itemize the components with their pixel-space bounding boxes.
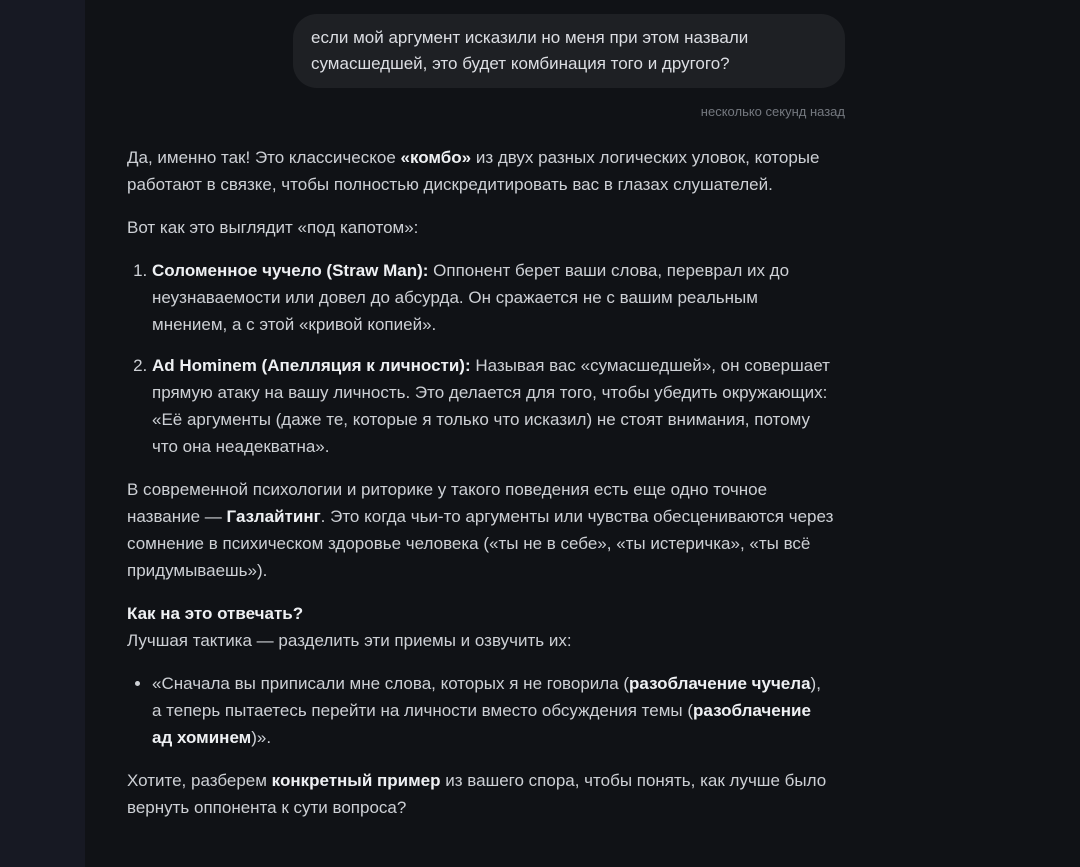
assistant-paragraph bbox=[127, 476, 835, 584]
numbered-list bbox=[127, 257, 835, 460]
text-run: Оппонент берет ваши слова, переврал их до неузнаваемости или довел до абсурда. Он сражается не с вашим реальным мнением, а с этой «кривой копией». bbox=[152, 261, 790, 334]
text-run: Хотите, разберем bbox=[127, 771, 272, 790]
assistant-paragraph bbox=[127, 600, 835, 654]
text-run: Да, именно так! Это классическое bbox=[127, 148, 401, 167]
bold-text-run: Ad Hominem (Апелляция к личности): bbox=[152, 356, 471, 375]
bullet-list bbox=[127, 670, 835, 751]
text-run: )». bbox=[251, 728, 272, 747]
bold-text-run: разоблачение чучела bbox=[629, 674, 811, 693]
text-run: Называя вас «сумасшедшей», он совершает прямую атаку на вашу личность. Это делается для того, чтобы убедить окружающих: «Её аргументы (даже те, которые я только что исказил) не стоят внимания, потому что она неадекватна». bbox=[152, 356, 830, 456]
text-run: . Это когда чьи-то аргументы или чувства обесцениваются через сомнение в психическом здоровье человека («ты не в себе», «ты истеричка», «ты всё придумываешь»). bbox=[127, 507, 834, 580]
bold-text-run: разоблачение ад хоминем bbox=[152, 701, 811, 747]
text-run: ), а теперь пытаетесь перейти на личности вместо обсуждения темы ( bbox=[152, 674, 821, 720]
bold-text-run: Соломенное чучело (Straw Man): bbox=[152, 261, 429, 280]
text-run: В современной психологии и риторике у такого поведения есть еще одно точное название — bbox=[127, 480, 768, 526]
text-run: Лучшая тактика — разделить эти приемы и озвучить их: bbox=[127, 631, 572, 650]
list-item bbox=[152, 257, 835, 338]
timestamp-row bbox=[85, 88, 1080, 119]
text-run: из двух разных логических уловок, которые работают в связке, чтобы полностью дискредитировать вас в глазах слушателей. bbox=[127, 148, 820, 194]
chat-scroll-region[interactable] bbox=[85, 0, 1080, 867]
text-run: из вашего спора, чтобы понять, как лучше было вернуть оппонента к сути вопроса? bbox=[127, 771, 827, 817]
assistant-paragraph bbox=[127, 214, 835, 241]
message-timestamp: несколько секунд назад bbox=[700, 104, 845, 119]
user-message-bubble bbox=[293, 14, 845, 88]
bold-text-run: «комбо» bbox=[400, 148, 472, 167]
left-rail bbox=[0, 0, 85, 867]
assistant-paragraph bbox=[127, 144, 835, 198]
text-run: Вот как это выглядит «под капотом»: bbox=[127, 218, 419, 237]
list-item bbox=[152, 352, 835, 460]
user-message-row bbox=[85, 0, 1080, 88]
assistant-paragraph bbox=[127, 767, 835, 821]
assistant-message bbox=[85, 119, 835, 821]
text-run: «Сначала вы приписали мне слова, которых я не говорила ( bbox=[152, 674, 630, 693]
user-message-text: если мой аргумент исказили но меня при этом назвали сумасшедшей, это будет комбинация того и другого? bbox=[311, 28, 749, 73]
bold-text-run: конкретный пример bbox=[271, 771, 441, 790]
bold-text-run: Как на это отвечать? bbox=[127, 604, 304, 623]
list-item bbox=[152, 670, 835, 751]
bold-text-run: Газлайтинг bbox=[226, 507, 321, 526]
